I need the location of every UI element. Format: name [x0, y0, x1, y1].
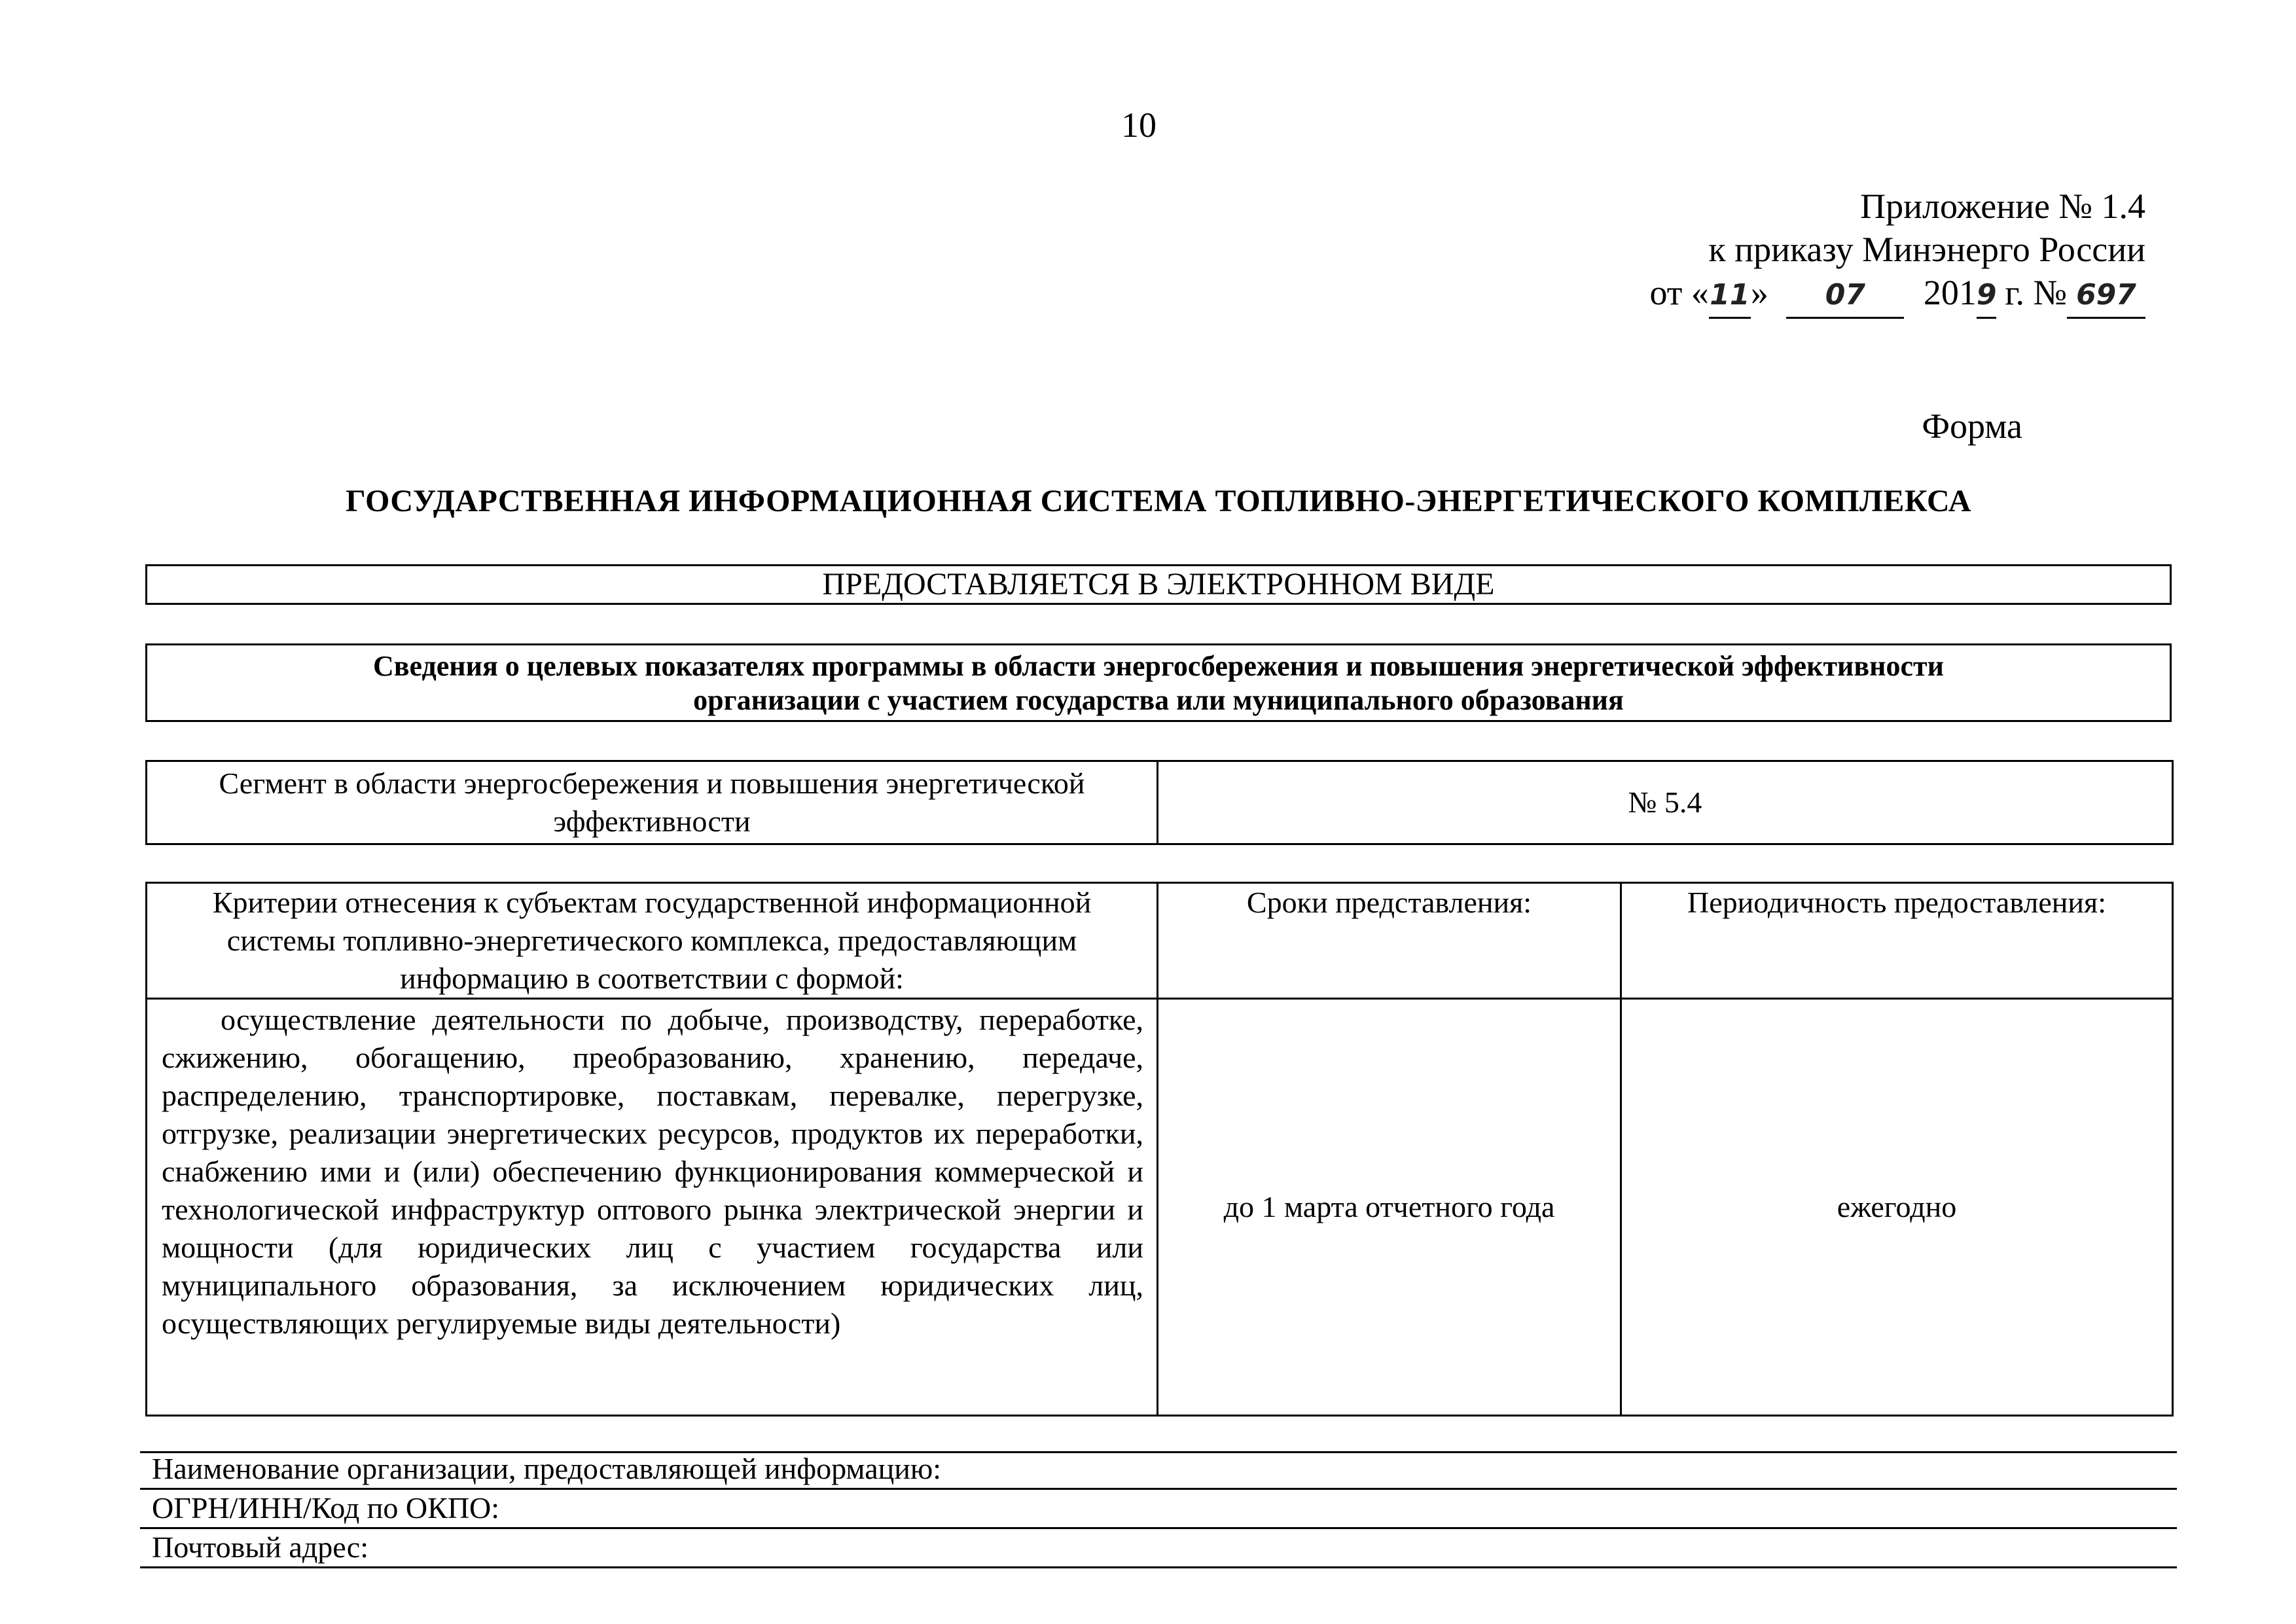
segment-table — [145, 760, 2174, 845]
electronic-notice: ПРЕДОСТАВЛЯЕТСЯ В ЭЛЕКТРОННОМ ВИДЕ — [822, 567, 1495, 602]
address-label: Почтовый адрес: — [152, 1530, 368, 1564]
segment-value: № 5.4 — [1158, 761, 2173, 844]
ids-label: ОГРН/ИНН/Код по ОКПО: — [152, 1491, 500, 1525]
criteria-text: осуществление деятельности по добыче, производству, переработке, сжижению, обогащению, преобразованию, хранению, передаче, распределению, транспортировке, поставкам, перевалке, перегрузке, отгрузке, реализации энергетических ресурсов, продуктов их переработки, снабжению ими и (или) обеспечению функционирования коммерческой и технологической инфраструктур оптового рынка электрической энергии и мощности (для юридических лиц с участием государства или муниципального образования, за исключением юридических лиц, осуществляющих регулируемые виды деятельности) — [162, 1003, 1143, 1340]
electronic-notice-box — [145, 564, 2172, 605]
footer-address — [140, 1529, 2177, 1568]
year-prefix: 201 — [1923, 273, 1977, 312]
segment-row — [147, 761, 2173, 844]
deadline-header: Сроки представления: — [1158, 883, 1621, 999]
criteria-body-row — [147, 999, 2173, 1416]
criteria-cell — [147, 999, 1158, 1416]
year-suffix: г. № — [1996, 273, 2067, 312]
criteria-header-row — [147, 883, 2173, 999]
segment-label: Сегмент в области энергосбережения и повышения энергетической эффективности — [147, 761, 1158, 844]
footer-ids — [140, 1490, 2177, 1529]
info-title-box — [145, 643, 2172, 722]
date-month-field: 07 — [1786, 274, 1904, 319]
main-title: ГОСУДАРСТВЕННАЯ ИНФОРМАЦИОННАЯ СИСТЕМА ТОПЛИВНО-ЭНЕРГЕТИЧЕСКОГО КОМПЛЕКСА — [346, 484, 1971, 518]
appendix-date-line — [1650, 271, 2145, 319]
form-label: Форма — [1922, 406, 2022, 446]
order-number-field: 697 — [2067, 274, 2145, 319]
info-title-line1: Сведения о целевых показателях программы в области энергосбережения и повышения энергетической эффективности — [372, 650, 1945, 682]
criteria-table — [145, 882, 2174, 1416]
frequency-header: Периодичность предоставления: — [1621, 883, 2173, 999]
appendix-number: Приложение № 1.4 — [1860, 187, 2145, 226]
appendix-order-ref: к приказу Минэнерго России — [1708, 230, 2145, 269]
date-mid: » — [1750, 273, 1768, 312]
appendix-header — [1650, 185, 2145, 319]
info-title-line2: организации с участием государства или муниципального образования — [693, 684, 1624, 716]
footer-org-name — [140, 1451, 2177, 1490]
page-number: 10 — [1121, 105, 1157, 145]
criteria-header: Критерии отнесения к субъектам государственной информационной системы топливно-энергетического комплекса, предоставляющим информацию в соответствии с формой: — [147, 883, 1158, 999]
deadline-value: до 1 марта отчетного года — [1158, 999, 1621, 1416]
date-prefix: от « — [1649, 273, 1709, 312]
org-name-label: Наименование организации, предоставляющей информацию: — [152, 1452, 941, 1485]
frequency-value: ежегодно — [1621, 999, 2173, 1416]
date-day-field: 11 — [1709, 274, 1751, 319]
year-digit-field: 9 — [1977, 274, 1996, 319]
